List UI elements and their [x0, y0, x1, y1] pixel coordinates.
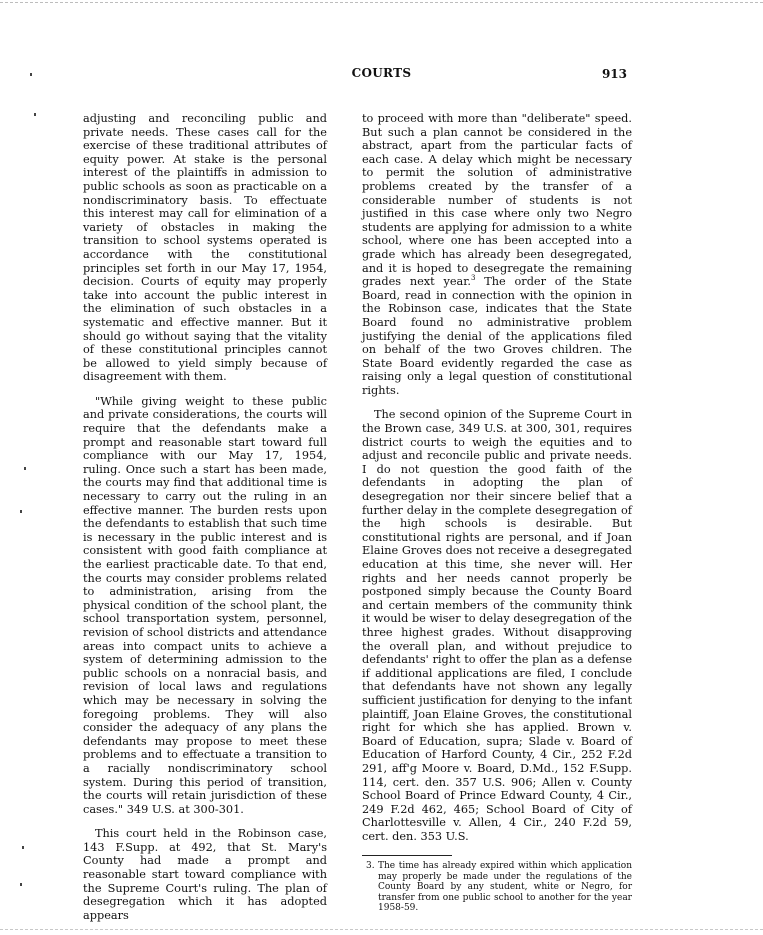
footnote: [362, 861, 632, 913]
left-column: [83, 112, 327, 922]
margin-mark: [24, 467, 26, 470]
margin-mark: [22, 846, 24, 849]
left-paragraph-3: This court held in the Robinson case, 143 F.Supp. at 492, that St. Mary's County had made a prompt and reasonable start toward compliance with the Supreme Court's ruling. The plan of desegregation which it has adopted appears: [83, 827, 327, 922]
right-column: [362, 112, 632, 914]
running-head: COURTS: [351, 66, 412, 80]
left-paragraph-1: adjusting and reconciling public and private needs. These cases call for the exercise of these traditional attributes of equity power. At stake is the personal interest of the plaintiffs in admission to public schools as soon as practicable on a nondiscriminatory basis. To effectuate this interest may call for elimination of a variety of obstacles in making the transition to school systems operated is accordance with the constitutional principles set forth in our May 17, 1954, decision. Courts of equity may properly take into account the public interest in the elimination of such obstacles in a systematic and effective manner. But it should go without saying that the vitality of these constitutional principles cannot be allowed to yield simply because of disagreement with them.: [83, 112, 327, 384]
top-scan-border: [0, 2, 763, 3]
footnote-number: 3.: [366, 861, 375, 872]
right-paragraph-1-tail: The order of the State Board, read in connection with the opinion in the Robinson case, indicates that the State Board found no administrative problem justifying the denial of the applications filed on behalf of the two Groves children. The State Board evidently regarded the case as raising only a legal question of constitutional rights.: [362, 275, 632, 397]
footnote-reference: 3: [471, 274, 476, 283]
footnote-divider: [362, 855, 452, 856]
margin-mark: [34, 113, 36, 116]
right-paragraph-1: [362, 112, 632, 397]
margin-mark: [20, 883, 22, 886]
left-paragraph-2: "While giving weight to these public and private considerations, the courts will require that the defendants make a prompt and reasonable start toward full compliance with our May 17, 1954, ruling. Once such a start has been made, the courts may find that additional time is necessary to carry out the ruling in an effective manner. The burden rests upon the defendants to establish that such time is necessary in the public interest and is consistent with good faith compliance at the earliest practicable date. To that end, the courts may consider problems related to administration, arising from the physical condition of the school plant, the school transportation system, personnel, revision of school districts and attendance areas into compact units to achieve a system of determining admission to the public schools on a nonracial basis, and revision of local laws and regulations which may be necessary in solving the foregoing problems. They will also consider the adequacy of any plans the defendants may propose to meet these problems and to effectuate a transition to a racially nondiscriminatory school system. During this period of transition, the courts will retain jurisdiction of these cases." 349 U.S. at 300-301.: [83, 394, 327, 816]
right-paragraph-2: The second opinion of the Supreme Court in the Brown case, 349 U.S. at 300, 301, requires district courts to weigh the equities and to adjust and reconcile public and private needs. I do not question the good faith of the defendants in adopting the plan of desegregation nor their sincere belief that a further delay in the complete desegregation of the high schools is desirable. But constitutional rights are personal, and if Joan Elaine Groves does not receive a desegregated education at this time, she never will. Her rights and her needs cannot properly be postponed simply because the County Board and certain members of the community think it would be wiser to delay desegregation of the three highest grades. Without disapproving the overall plan, and without prejudice to defendants' right to offer the plan as a defense if additional applications are filed, I conclude that defendants have not shown any legally sufficient justification for denying to the infant plaintiff, Joan Elaine Groves, the constitutional right for which she has applied. Brown v. Board of Education, supra; Slade v. Board of Education of Harford County, 4 Cir., 252 F.2d 291, aff'g Moore v. Board, D.Md., 152 F.Supp. 114, cert. den. 357 U.S. 906; Allen v. County School Board of Prince Edward County, 4 Cir., 249 F.2d 462, 465; School Board of City of Charlottesville v. Allen, 4 Cir., 240 F.2d 59, cert. den. 353 U.S.: [362, 408, 632, 843]
right-paragraph-1-text: to proceed with more than "deliberate" speed. But such a plan cannot be considered in the abstract, apart from the particular facts of each case. A delay which might be necessary to permit the solution of administrative problems created by the transfer of a considerable number of students is not justified in this case where only two Negro students are applying for admission to a white school, where one has been accepted into a grade which has already been desegregated, and it is hoped to desegregate the remaining grades next year.: [362, 112, 632, 289]
footnote-text: The time has already expired within which application may properly be made under the regulations of the County Board by any student, white or Negro, for transfer from one public school to another for the year 1958-59.: [378, 861, 632, 914]
margin-mark: [20, 510, 22, 513]
page-number: 913: [601, 67, 627, 81]
bottom-scan-border: [0, 929, 763, 930]
